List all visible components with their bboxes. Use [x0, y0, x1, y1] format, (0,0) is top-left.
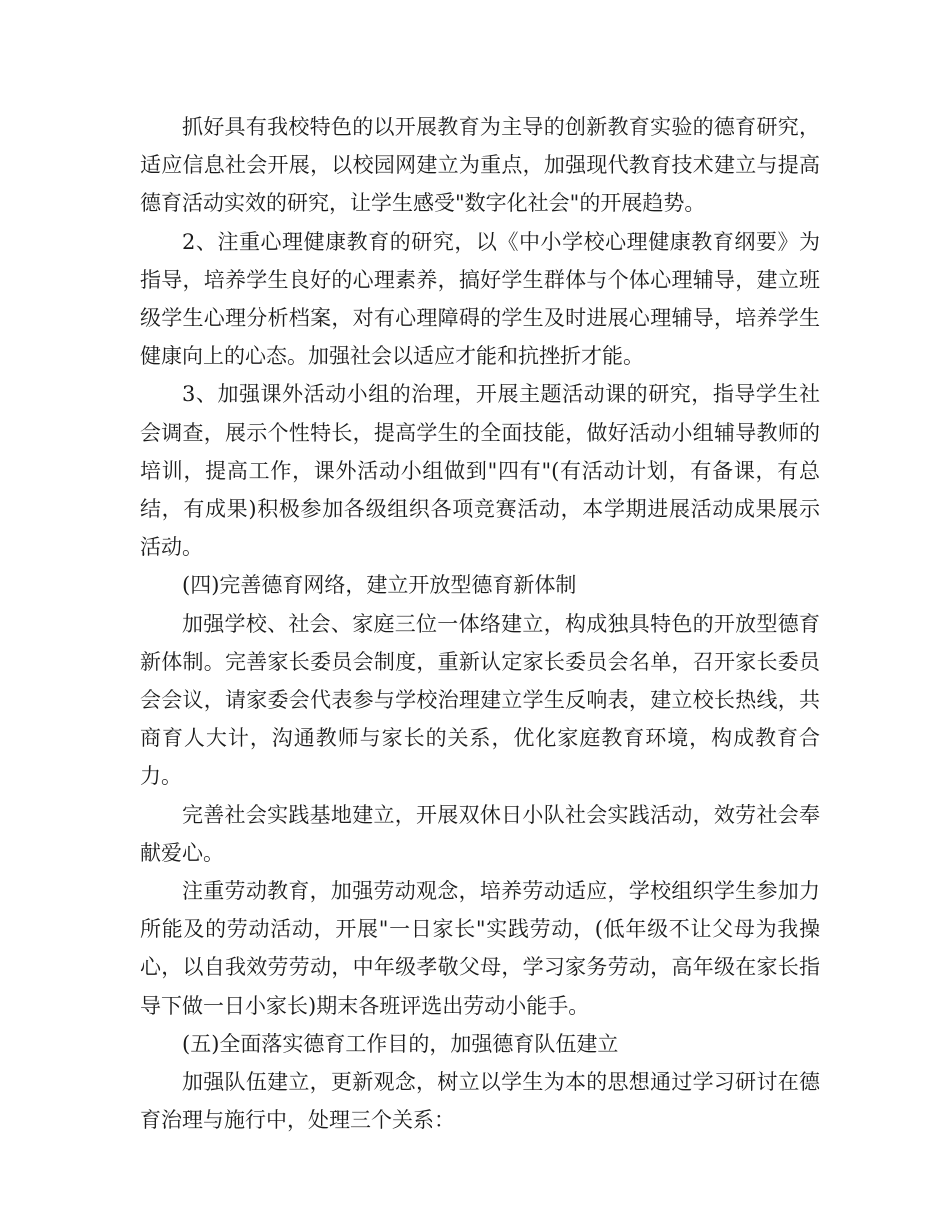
paragraph-team-building: 加强队伍建立，更新观念，树立以学生为本的思想通过学习研讨在德育治理与施行中，处理三个关系：: [140, 1070, 820, 1133]
paragraph-extracurricular: 3、加强课外活动小组的治理，开展主题活动课的研究，指导学生社会调查，展示个性特长，提高学生的全面技能，做好活动小组辅导教师的培训，提高工作，课外活动小组做到"四有"(有活动计划，有备课，有总结，有成果)积极参加各级组织各项竞赛活动，本学期进展活动成果展示活动。: [140, 382, 820, 560]
paragraph-research-intro: 抓好具有我校特色的以开展教育为主导的创新教育实验的德育研究，适应信息社会开展，以校园网建立为重点，加强现代教育技术建立与提高德育活动实效的研究，让学生感受"数字化社会"的开展趋势。: [140, 115, 820, 216]
paragraph-labor-education: 注重劳动教育，加强劳动观念，培养劳动适应，学校组织学生参加力所能及的劳动活动，开展"一日家长"实践劳动，(低年级不让父母为我操心，以自我效劳劳动，中年级孝敬父母，学习家务劳动，高年级在家长指导下做一日小家长)期末各班评选出劳动小能手。: [140, 879, 820, 1018]
paragraph-school-family: 加强学校、社会、家庭三位一体络建立，构成独具特色的开放型德育新体制。完善家长委员会制度，重新认定家长委员会名单，召开家长委员会会议，请家委会代表参与学校治理建立学生反响表，建立校长热线，共商育人大计，沟通教师与家长的关系，优化家庭教育环境，构成教育合力。: [140, 611, 820, 789]
paragraph-social-practice: 完善社会实践基地建立，开展双休日小队社会实践活动，效劳社会奉献爱心。: [140, 802, 820, 865]
section-heading-4: (四)完善德育网络，建立开放型德育新体制: [182, 573, 577, 598]
document-body: [140, 108, 820, 1139]
section-heading-5: (五)全面落实德育工作目的，加强德育队伍建立: [182, 1031, 619, 1056]
paragraph-mental-health: 2、注重心理健康教育的研究，以《中小学校心理健康教育纲要》为指导，培养学生良好的心理素养，搞好学生群体与个体心理辅导，建立班级学生心理分析档案，对有心理障碍的学生及时进展心理辅导，培养学生健康向上的心态。加强社会以适应才能和抗挫折才能。: [140, 229, 820, 369]
